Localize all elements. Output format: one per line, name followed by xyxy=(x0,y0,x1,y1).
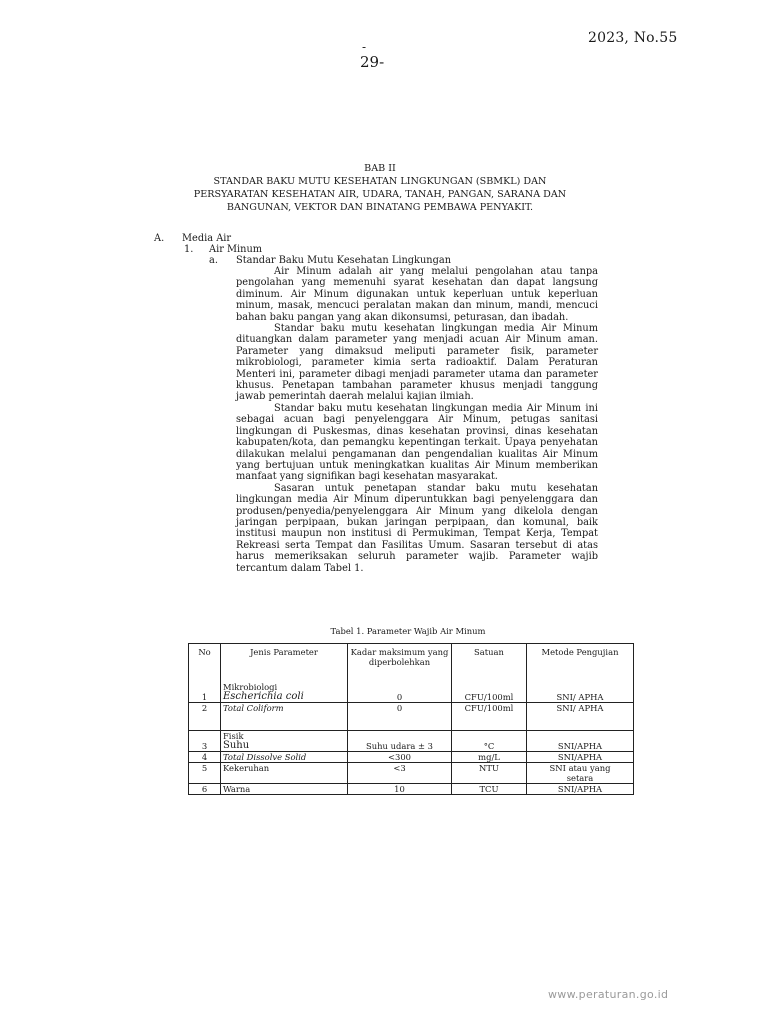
header-no: No xyxy=(189,644,221,683)
header-kadar: Kadar maksimum yang diperbolehkan xyxy=(348,644,452,683)
chapter-label: BAB II xyxy=(364,163,396,174)
cell-satuan: CFU/100ml xyxy=(452,692,527,703)
cell-kadar: Suhu udara ± 3 xyxy=(348,741,452,752)
cell-satuan: °C xyxy=(452,741,527,752)
cell-no: 2 xyxy=(189,703,221,731)
parameter-table xyxy=(188,643,634,795)
cell-param: Total Coliform xyxy=(221,703,348,731)
section-a-sub-label: Standar Baku Mutu Kesehatan Lingkungan xyxy=(236,255,452,266)
cell-metode: SNI/ APHA xyxy=(527,692,634,703)
table-row xyxy=(189,703,634,731)
group-row xyxy=(189,731,634,742)
cell-satuan: TCU xyxy=(452,784,527,795)
cell-metode: SNI/APHA xyxy=(527,741,634,752)
title-line-2: PERSYARATAN KESEHATAN AIR, UDARA, TANAH, PANGAN, SARANA DAN xyxy=(193,189,567,200)
table-row xyxy=(189,763,634,784)
header-metode: Metode Pengujian xyxy=(527,644,634,683)
cell-no: 4 xyxy=(189,752,221,763)
cell-kadar: 10 xyxy=(348,784,452,795)
paragraph-2: Standar baku mutu kesehatan lingkungan media Air Minum dituangkan dalam parameter yang menjadi acuan Air Minum aman. Parameter yang dimaksud meliputi parameter fisik, parameter mikrobiologi, parameter kimia serta radioaktif. Dalam Peraturan Menteri ini, parameter dibagi menjadi parameter utama dan parameter khusus. Penetapan tambahan parameter khusus menjadi tanggung jawab pemerintah daerah melalui kajian ilmiah. xyxy=(236,323,598,403)
page-dash: - xyxy=(362,40,367,54)
paragraph-1: Air Minum adalah air yang melalui pengolahan atau tanpa pengolahan yang memenuhi syarat kesehatan dan dapat langsung diminum. Air Minum digunakan untuk keperluan untuk keperluan minum, masak, mencuci peralatan makan dan minum, mandi, mencuci bahan baku pangan yang akan dikonsumsi, peturasan, dan ibadah. xyxy=(236,266,598,323)
table-row xyxy=(189,752,634,763)
cell-no: 5 xyxy=(189,763,221,784)
cell-param: Suhu xyxy=(221,741,348,752)
cell-no: 3 xyxy=(189,741,221,752)
cell-metode: SNI/ APHA xyxy=(527,703,634,731)
chapter-title xyxy=(150,162,610,214)
cell-no: 6 xyxy=(189,784,221,795)
cell-satuan: mg/L xyxy=(452,752,527,763)
cell-kadar: 0 xyxy=(348,703,452,731)
title-line-1: STANDAR BAKU MUTU KESEHATAN LINGKUNGAN (SBMKL) DAN xyxy=(213,176,547,187)
group-label-micro: Mikrobiologi xyxy=(221,682,348,692)
cell-kadar: <300 xyxy=(348,752,452,763)
section-1-label: Air Minum xyxy=(209,244,263,255)
cell-param: Warna xyxy=(221,784,348,795)
cell-param: Total Dissolve Solid xyxy=(221,752,348,763)
table-header-row xyxy=(189,644,634,683)
cell-kadar: 0 xyxy=(348,692,452,703)
page-number: 29- xyxy=(360,53,385,71)
cell-kadar: <3 xyxy=(348,763,452,784)
table-caption: Tabel 1. Parameter Wajib Air Minum xyxy=(330,626,486,636)
paragraph-4: Sasaran untuk penetapan standar baku mutu kesehatan lingkungan media Air Minum diperuntukkan bagi penyelenggara dan produsen/penyedia/penyelenggara Air Minum yang dikelola dengan jaringan perpipaan, bukan jaringan perpipaan, dan komunal, baik institusi maupun non institusi di Permukiman, Tempat Kerja, Tempat Rekreasi serta Tempat dan Fasilitas Umum. Sasaran tersebut di atas harus memeriksakan seluruh parameter wajib. Parameter wajib tercantum dalam Tabel 1. xyxy=(236,482,598,574)
section-a-label: Media Air xyxy=(182,233,232,244)
cell-metode: SNI atau yang setara xyxy=(527,763,634,784)
cell-satuan: CFU/100ml xyxy=(452,703,527,731)
group-label-fisik: Fisik xyxy=(221,731,348,742)
cell-param: Kekeruhan xyxy=(221,763,348,784)
cell-no: 1 xyxy=(189,692,221,703)
table-row xyxy=(189,692,634,703)
cell-param: Escherichia coli xyxy=(221,692,348,703)
title-line-3: BANGUNAN, VEKTOR DAN BINATANG PEMBAWA PENYAKIT. xyxy=(226,202,534,213)
header-satuan: Satuan xyxy=(452,644,527,683)
body-text xyxy=(236,266,598,574)
cell-metode: SNI/APHA xyxy=(527,752,634,763)
table-row xyxy=(189,741,634,752)
source-watermark: www.peraturan.go.id xyxy=(548,988,669,1001)
table-row xyxy=(189,784,634,795)
header-param: Jenis Parameter xyxy=(221,644,348,683)
section-a-marker: A. xyxy=(154,233,165,244)
cell-metode: SNI/APHA xyxy=(527,784,634,795)
cell-satuan: NTU xyxy=(452,763,527,784)
section-a-sub-marker: a. xyxy=(209,255,218,266)
section-1-marker: 1. xyxy=(184,244,194,255)
paragraph-3: Standar baku mutu kesehatan lingkungan media Air Minum ini sebagai acuan bagi penyelenggara Air Minum, petugas sanitasi lingkungan di Puskesmas, dinas kesehatan provinsi, dinas kesehatan kabupaten/kota, dan pemangku kepentingan terkait. Upaya penyehatan dilakukan melalui pengamanan dan pengendalian kualitas Air Minum yang bertujuan untuk meningkatkan kualitas Air Minum memberikan manfaat yang signifikan bagi kesehatan masyarakat. xyxy=(236,402,598,483)
issue-label: 2023, No.55 xyxy=(588,30,678,46)
